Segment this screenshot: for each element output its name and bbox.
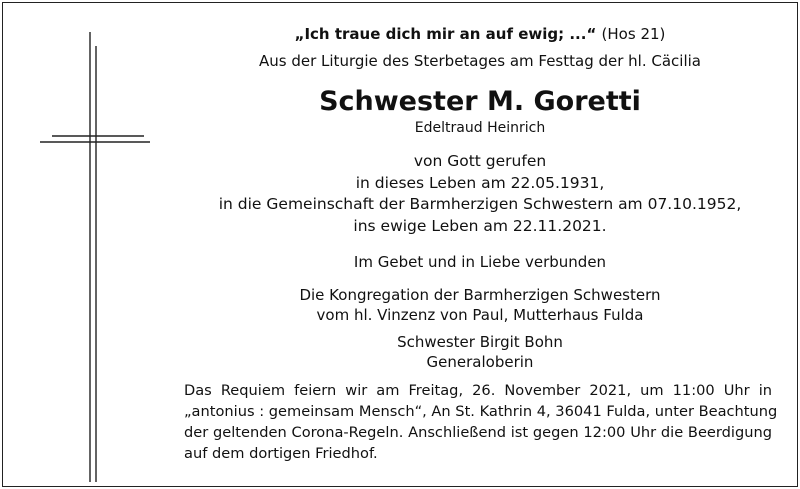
quote-text: „Ich traue dich mir an auf ewig; ...“: [294, 25, 597, 43]
requiem-notice: [184, 380, 778, 464]
life-line: von Gott gerufen: [413, 152, 547, 170]
life-dates: [170, 151, 790, 237]
superior-name: Schwester Birgit Bohn: [397, 333, 563, 351]
bible-quote: [170, 25, 790, 44]
person-name: Schwester M. Goretti: [319, 86, 641, 117]
cross-icon: [40, 32, 150, 482]
life-line: in dieses Leben am 22.05.1931,: [355, 173, 605, 192]
congregation-line: vom hl. Vinzenz von Paul, Mutterhaus Fulda: [316, 306, 644, 324]
requiem-line: der geltenden Corona-Regeln. Anschließend ist gegen 12:00 Uhr die Beerdigung: [184, 424, 772, 441]
requiem-line: „antonius : gemeinsam Mensch“, An St. Kathrin 4, 36041 Fulda, unter Beachtung: [184, 403, 778, 420]
liturgy-note: Aus der Liturgie des Sterbetages am Festtag der hl. Cäcilia: [259, 52, 701, 70]
life-line: ins ewige Leben am 22.11.2021.: [353, 216, 607, 235]
superior-title: Generaloberin: [426, 353, 534, 371]
congregation-line: Die Kongregation der Barmherzigen Schwestern: [299, 286, 661, 304]
life-line: in die Gemeinschaft der Barmherzigen Schwestern am 07.10.1952,: [218, 195, 742, 213]
congregation: [170, 285, 790, 325]
requiem-line: Das Requiem feiern wir am Freitag, 26. November 2021, um 11:00 Uhr in: [184, 382, 772, 399]
prayer-line: Im Gebet und in Liebe verbunden: [353, 253, 607, 271]
requiem-line: auf dem dortigen Friedhof.: [184, 445, 378, 462]
superior-signature: [170, 332, 790, 372]
birth-name: Edeltraud Heinrich: [414, 120, 546, 136]
quote-reference: (Hos 21): [601, 25, 666, 43]
